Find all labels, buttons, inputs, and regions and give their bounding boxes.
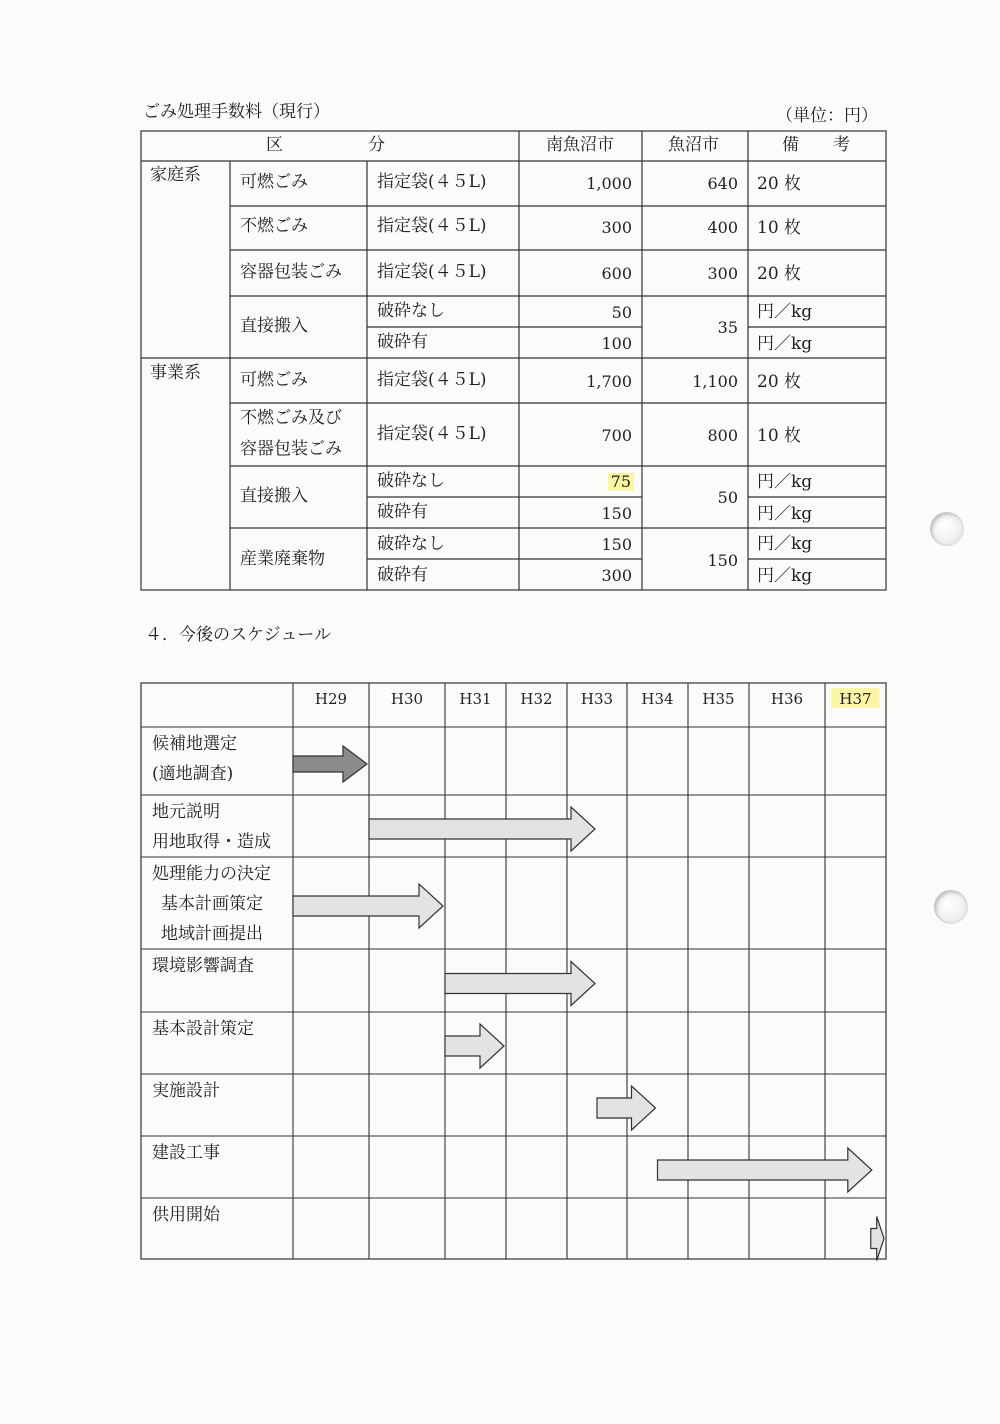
schedule-arrow [871, 1217, 884, 1261]
year-header-H35: H35 [702, 690, 735, 708]
h-direct-sub1-method: 破砕なし [377, 301, 445, 321]
fee-header-category: 区 分 [266, 135, 385, 155]
schedule-heading: ４．今後のスケジュール [145, 625, 331, 645]
schedule-arrow [445, 1024, 504, 1068]
b-industrial-sub2-note: 円／kg [757, 566, 813, 586]
b-direct-sub2-method: 破砕有 [377, 502, 428, 522]
task-label: 基本計画策定 [161, 894, 263, 914]
h-noncomb-uonuma: 400 [707, 218, 738, 237]
group-business: 事業系 [150, 363, 201, 383]
b-industrial-type: 産業廃棄物 [240, 549, 325, 569]
b-combustible-minami: 1,700 [586, 372, 632, 391]
h-direct-sub2-minami: 100 [601, 334, 632, 353]
task-label: 地域計画提出 [161, 924, 263, 944]
year-header-H34: H34 [641, 690, 674, 708]
b-combustible-uonuma: 1,100 [692, 372, 738, 391]
task-label: 実施設計 [152, 1081, 220, 1101]
year-header-H36: H36 [770, 690, 804, 708]
task-label: 処理能力の決定 [152, 864, 271, 884]
h-direct-sub2-method: 破砕有 [377, 332, 428, 352]
b-noncomb-note: 10 枚 [757, 426, 802, 446]
h-combustible-method: 指定袋(４５L) [377, 172, 487, 192]
b-industrial-sub2-method: 破砕有 [377, 565, 428, 585]
schedule-arrow [369, 807, 595, 851]
b-direct-sub1-method: 破砕なし [377, 471, 445, 491]
b-industrial-sub1-note: 円／kg [757, 534, 813, 554]
schedule-arrow [293, 746, 367, 782]
group-household: 家庭系 [150, 165, 201, 185]
h-noncomb-type: 不燃ごみ [240, 216, 308, 236]
h-container-type: 容器包装ごみ [240, 262, 342, 282]
h-direct-type: 直接搬入 [240, 316, 308, 336]
fee-table-title: ごみ処理手数料（現行） [143, 102, 330, 122]
b-industrial-sub1-method: 破砕なし [377, 534, 445, 554]
year-header-H32: H32 [520, 690, 553, 708]
h-direct-sub2-note: 円／kg [757, 334, 813, 354]
task-label: 基本設計策定 [152, 1019, 254, 1039]
h-container-uonuma: 300 [707, 264, 738, 283]
schedule-arrow [658, 1148, 872, 1192]
year-header-H29: H29 [314, 690, 348, 708]
fee-header-uonuma: 魚沼市 [668, 135, 719, 155]
b-combustible-note: 20 枚 [757, 372, 802, 392]
h-container-minami: 600 [601, 264, 632, 283]
b-noncomb-method: 指定袋(４５L) [377, 424, 487, 444]
task-label: 環境影響調査 [152, 956, 254, 976]
b-combustible-type: 可燃ごみ [240, 370, 308, 390]
h-combustible-type: 可燃ごみ [240, 172, 308, 192]
h-direct-uonuma: 35 [717, 318, 738, 337]
h-container-note: 20 枚 [757, 264, 802, 284]
year-header-H33: H33 [580, 690, 614, 708]
schedule-arrow [597, 1086, 656, 1130]
schedule-arrow [293, 884, 443, 928]
b-noncomb-type-line2: 容器包装ごみ [240, 439, 342, 459]
b-noncomb-minami: 700 [601, 426, 632, 445]
h-direct-sub1-minami: 50 [611, 303, 632, 322]
b-direct-uonuma: 50 [717, 488, 738, 507]
fee-table-unit: （単位：円） [776, 106, 878, 126]
b-direct-sub2-minami: 150 [601, 504, 632, 523]
h-container-method: 指定袋(４５L) [377, 262, 487, 282]
task-label: (適地調査) [152, 764, 234, 784]
h-noncomb-method: 指定袋(４５L) [377, 216, 487, 236]
task-label: 建設工事 [152, 1143, 220, 1163]
h-combustible-minami: 1,000 [586, 174, 632, 193]
year-header-H31: H31 [459, 690, 492, 708]
h-combustible-uonuma: 640 [707, 174, 738, 193]
year-header-H37: H37 [839, 690, 872, 708]
task-label: 供用開始 [152, 1205, 220, 1225]
b-combustible-method: 指定袋(４５L) [377, 370, 487, 390]
h-noncomb-minami: 300 [601, 218, 632, 237]
b-direct-sub1-minami: 75 [608, 473, 634, 491]
h-direct-sub1-note: 円／kg [757, 302, 813, 322]
b-industrial-sub2-minami: 300 [601, 566, 632, 585]
b-noncomb-type-line1: 不燃ごみ及び [240, 408, 342, 428]
h-combustible-note: 20 枚 [757, 174, 802, 194]
year-header-H30: H30 [390, 690, 424, 708]
b-industrial-uonuma: 150 [707, 551, 738, 570]
schedule-arrow [445, 962, 595, 1006]
fee-header-note: 備 考 [782, 135, 850, 155]
b-industrial-sub1-minami: 150 [601, 535, 632, 554]
b-direct-sub1-note: 円／kg [757, 472, 813, 492]
task-label: 用地取得・造成 [152, 832, 271, 852]
b-direct-sub2-note: 円／kg [757, 504, 813, 524]
fee-header-minami: 南魚沼市 [546, 135, 614, 155]
b-direct-type: 直接搬入 [240, 486, 308, 506]
b-noncomb-uonuma: 800 [707, 426, 738, 445]
task-label: 候補地選定 [152, 734, 237, 754]
task-label: 地元説明 [152, 802, 220, 822]
h-noncomb-note: 10 枚 [757, 218, 802, 238]
